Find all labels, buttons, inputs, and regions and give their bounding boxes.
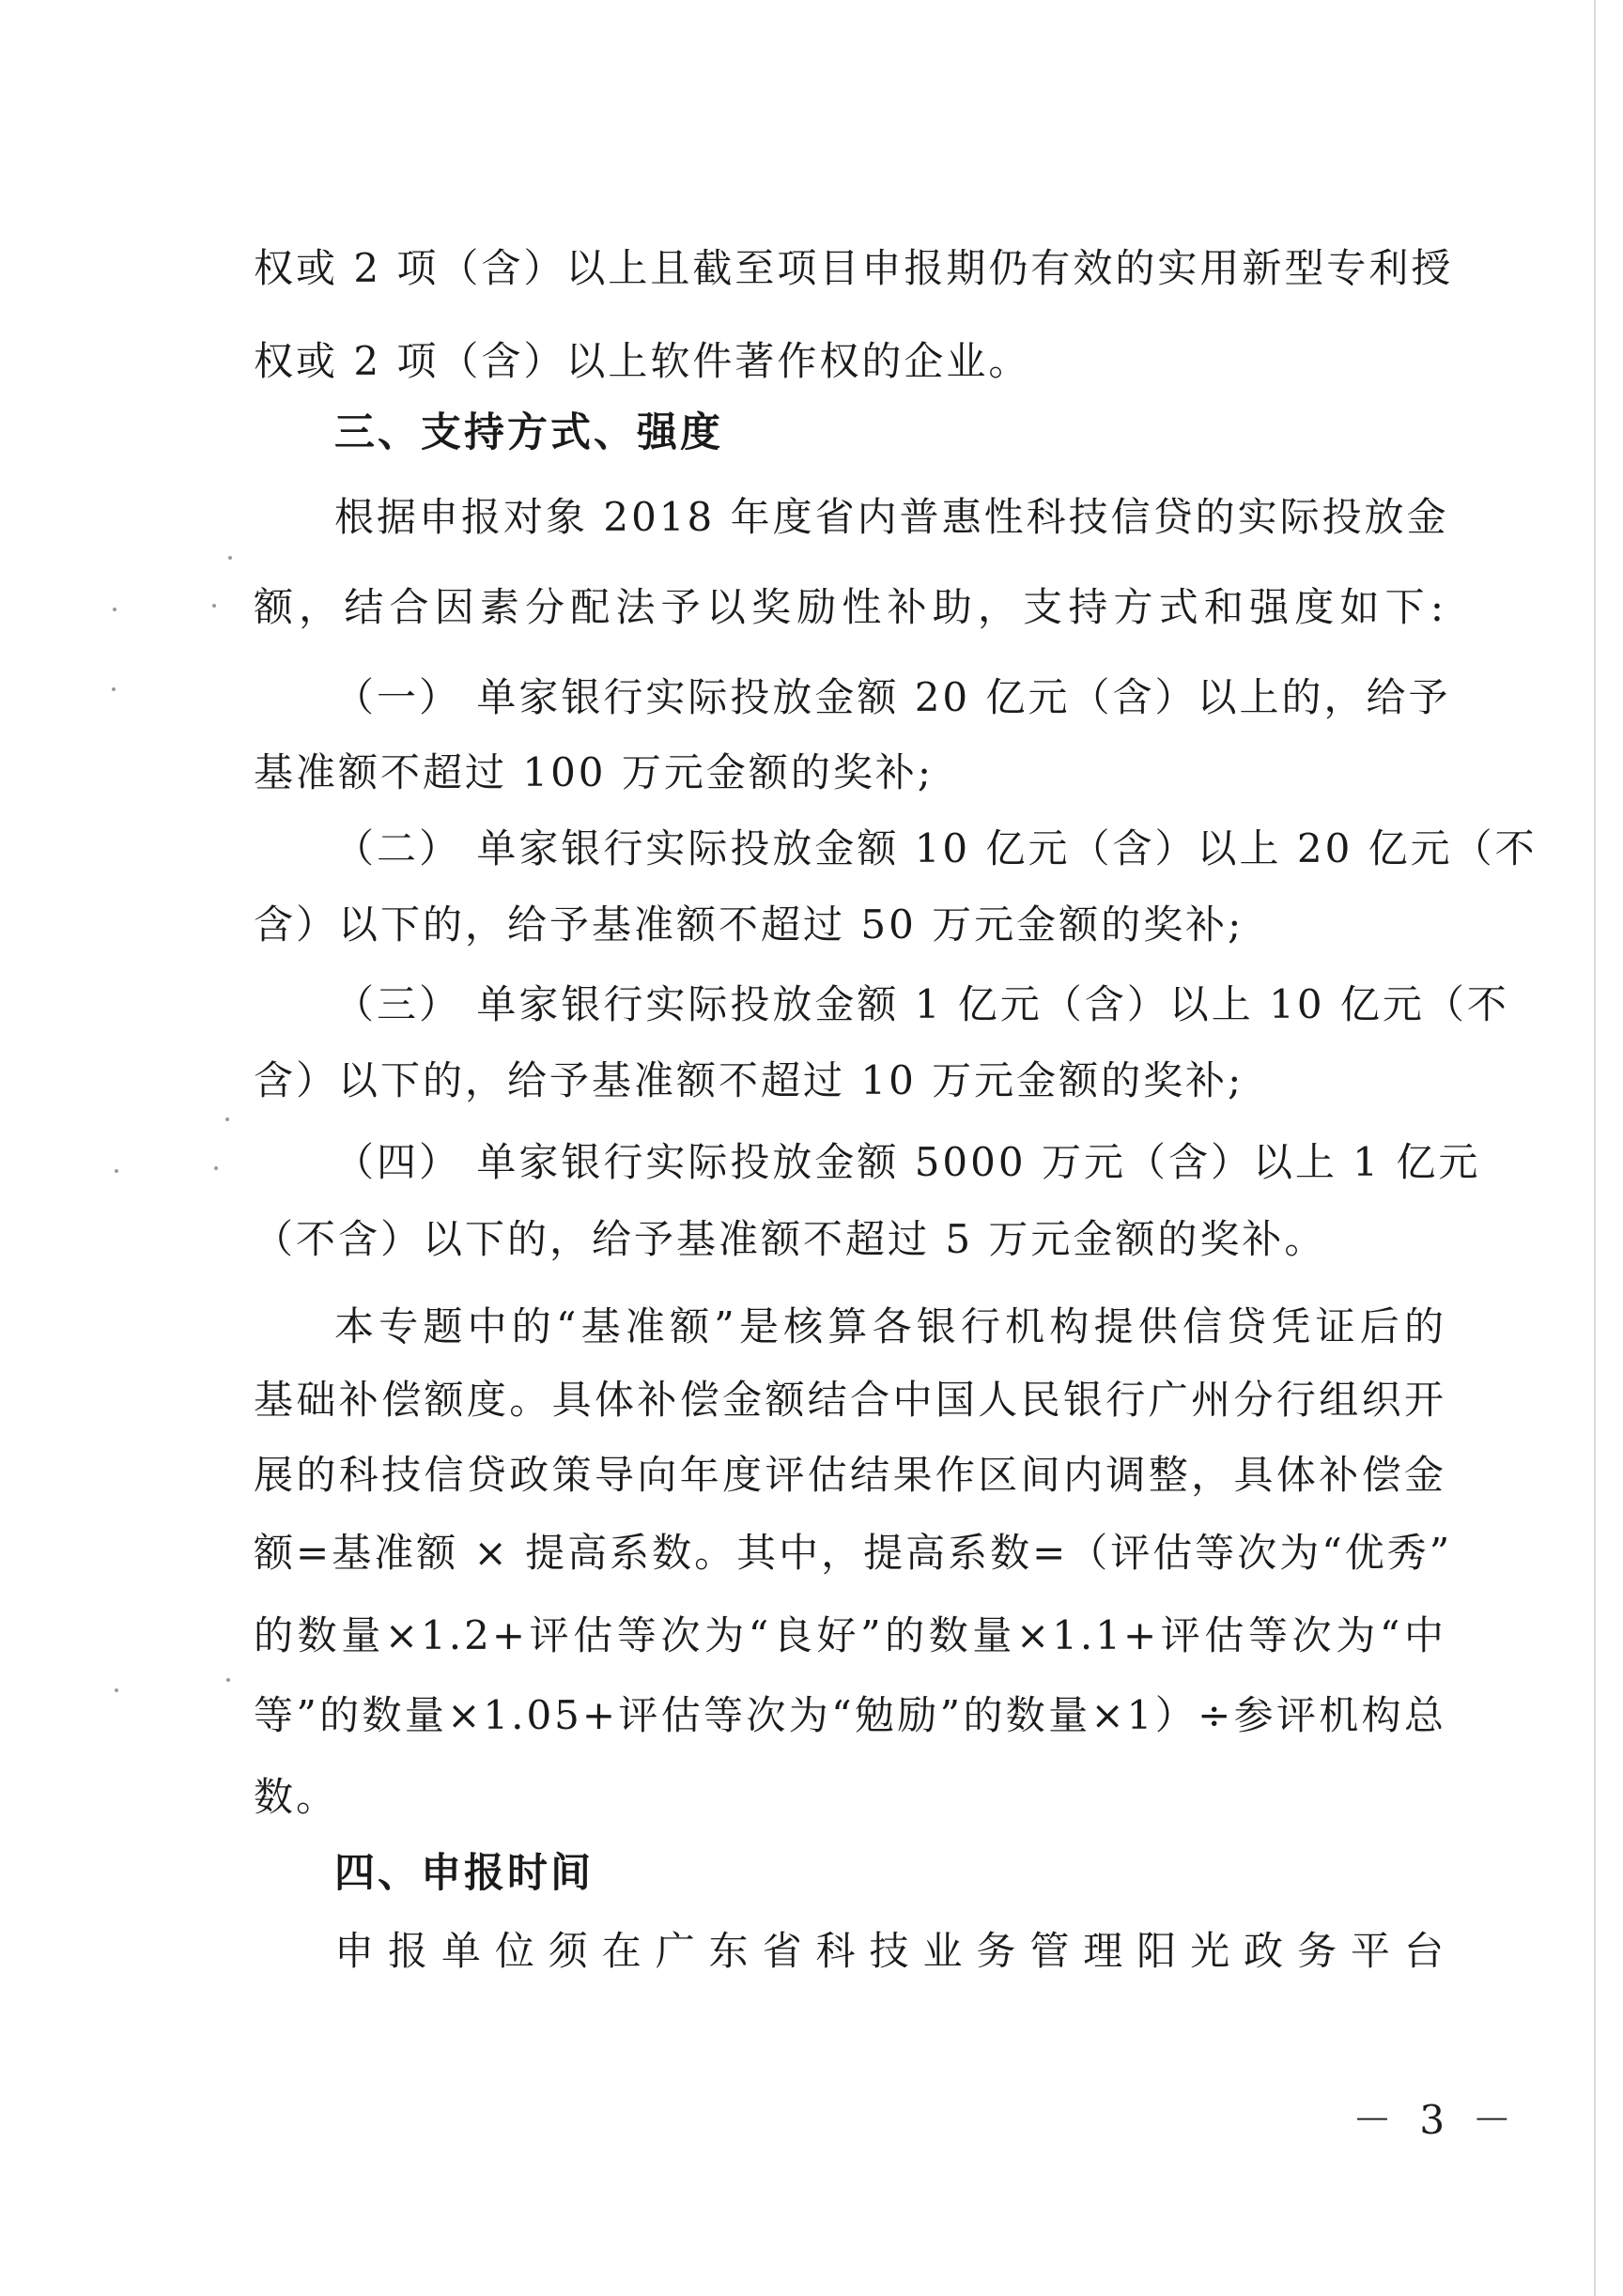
- body-line: （三） 单家银行实际投放金额 1 亿元（含）以上 10 亿元（不: [334, 981, 1509, 1027]
- scan-speck: [226, 1678, 230, 1682]
- scan-speck: [214, 1166, 218, 1170]
- body-line: 根据申报对象 2018 年度省内普惠性科技信贷的实际投放金: [334, 494, 1449, 540]
- scan-speck: [225, 1117, 229, 1121]
- body-line: 权或 2 项（含）以上软件著作权的企业。: [254, 338, 1031, 384]
- section-heading: 三、支持方式、强度: [334, 409, 723, 456]
- scan-speck: [113, 608, 116, 611]
- scan-speck: [115, 1169, 118, 1173]
- body-line: 基础补偿额度。具体补偿金额结合中国人民银行广州分行组织开: [254, 1377, 1446, 1423]
- body-line: 额=基准额 × 提高系数。其中，提高系数=（评估等次为“优秀”: [254, 1530, 1453, 1576]
- body-line: 的数量×1.2+评估等次为“良好”的数量×1.1+评估等次为“中: [254, 1612, 1446, 1658]
- body-line: （不含）以下的，给予基准额不超过 5 万元金额的奖补。: [254, 1216, 1327, 1262]
- body-line: （二） 单家银行实际投放金额 10 亿元（含）以上 20 亿元（不: [334, 825, 1538, 871]
- scan-speck: [112, 687, 116, 691]
- body-line: 申报单位须在广东省科技业务管理阳光政务平台: [334, 1928, 1446, 1974]
- body-line: 数。: [254, 1774, 339, 1820]
- body-line: 含）以下的，给予基准额不超过 50 万元金额的奖补;: [254, 901, 1244, 948]
- body-line: （一） 单家银行实际投放金额 20 亿元（含）以上的，给予: [334, 674, 1451, 720]
- scan-speck: [212, 604, 216, 608]
- page-number: － 3 －: [1352, 2097, 1520, 2143]
- scan-speck: [228, 556, 232, 560]
- body-line: 额，结合因素分配法予以奖励性补助，支持方式和强度如下:: [254, 584, 1446, 630]
- section-heading: 四、申报时间: [334, 1850, 594, 1897]
- body-line: 含）以下的，给予基准额不超过 10 万元金额的奖补;: [254, 1057, 1244, 1103]
- body-line: 展的科技信贷政策导向年度评估结果作区间内调整，具体补偿金: [254, 1452, 1446, 1498]
- page-edge: [1594, 0, 1596, 2296]
- body-line: （四） 单家银行实际投放金额 5000 万元（含）以上 1 亿元: [334, 1139, 1481, 1185]
- scan-speck: [115, 1688, 118, 1692]
- body-line: 基准额不超过 100 万元金额的奖补;: [254, 749, 935, 795]
- body-line: 本专题中的“基准额”是核算各银行机构提供信贷凭证后的: [334, 1303, 1446, 1349]
- body-line: 权或 2 项（含）以上且截至项目申报期仍有效的实用新型专利授: [254, 245, 1454, 291]
- body-line: 等”的数量×1.05+评估等次为“勉励”的数量×1）÷参评机构总: [254, 1692, 1446, 1738]
